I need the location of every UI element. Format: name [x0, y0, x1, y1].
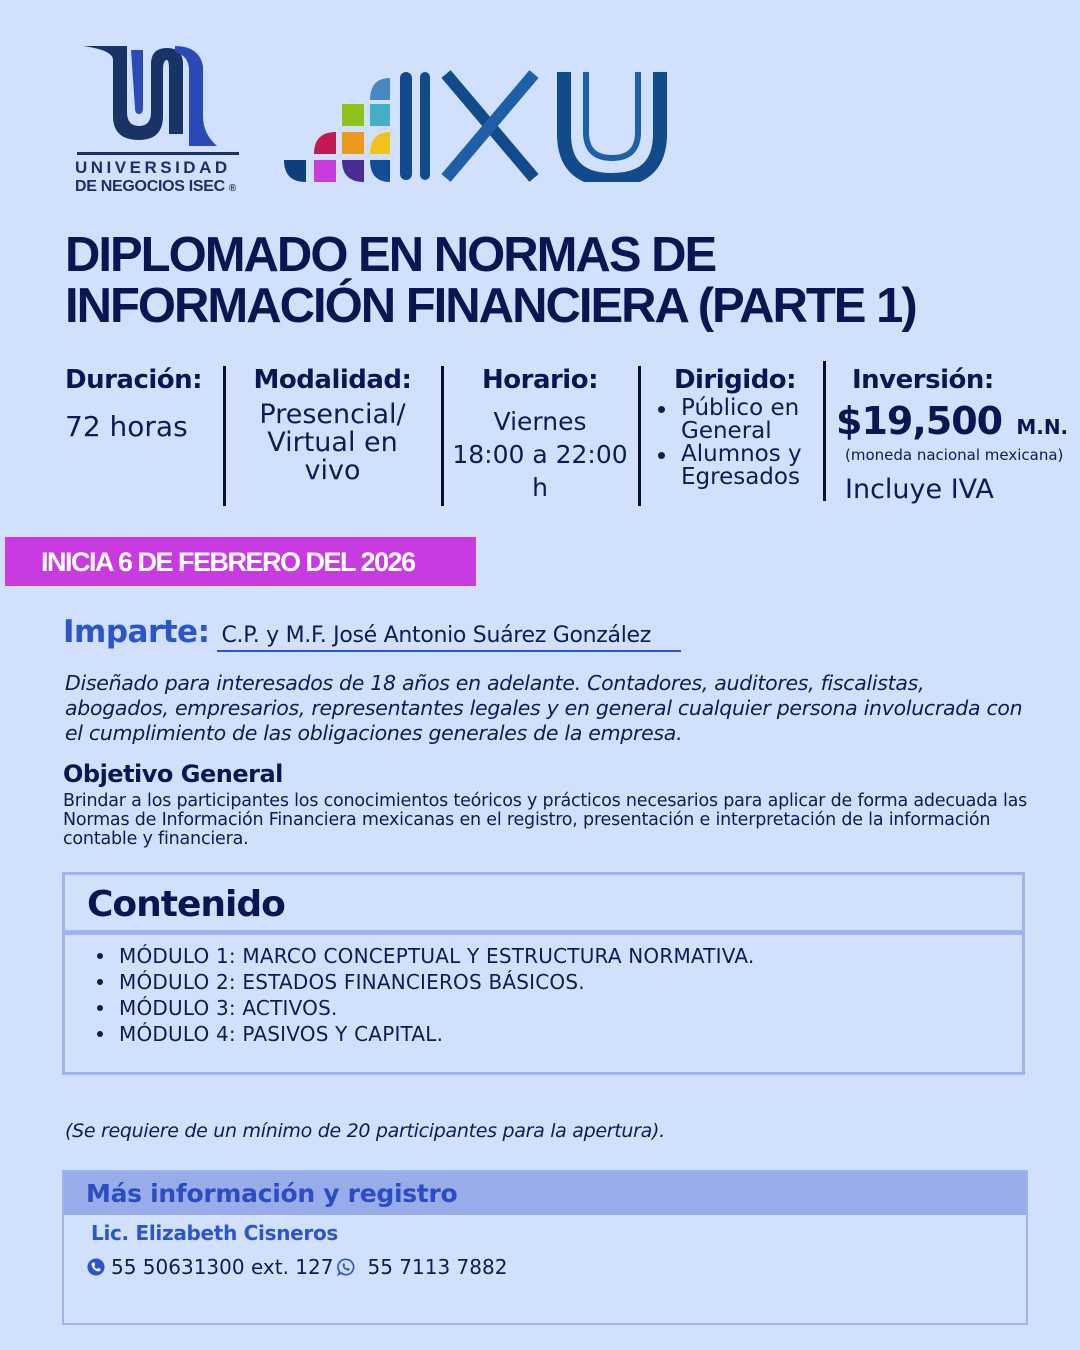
isec-name-line1: UNIVERSIDAD — [75, 158, 231, 177]
contact-title: Más información y registro — [64, 1172, 1026, 1215]
audience-item: Alumnos y Egresados — [650, 443, 820, 489]
modality-column — [240, 365, 425, 485]
phone-icon — [87, 1258, 105, 1276]
investment-label: Inversión: — [852, 365, 994, 395]
column-divider — [441, 366, 444, 506]
instructor-name: C.P. y M.F. José Antonio Suárez González — [217, 623, 681, 652]
content-title: Contenido — [65, 875, 1022, 935]
duration-label: Duración: — [65, 365, 203, 395]
objective-title: Objetivo General — [63, 760, 283, 788]
schedule-day: Viernes — [493, 407, 587, 436]
audience-item: Público en General — [650, 397, 820, 443]
modality-value: Presencial/ Virtual en vivo — [259, 399, 406, 486]
ixu-mosaic-icon — [284, 70, 394, 182]
whatsapp-phone[interactable]: 55 7113 7882 — [367, 1255, 508, 1279]
title-line1: DIPLOMADO EN NORMAS DE — [65, 228, 716, 282]
title-line2: INFORMACIÓN FINANCIERA (PARTE 1) — [65, 279, 916, 333]
office-phone[interactable]: 55 50631300 ext. 127 — [111, 1255, 334, 1279]
schedule-value — [450, 405, 630, 504]
isec-name-line2 — [75, 178, 236, 196]
logo-divider — [77, 152, 239, 155]
column-divider — [223, 366, 226, 506]
module-item: MÓDULO 3: ACTIVOS. — [97, 995, 1022, 1021]
instructor-row — [63, 614, 681, 652]
page-title — [65, 230, 1025, 332]
whatsapp-icon — [337, 1258, 355, 1276]
schedule-column — [450, 365, 630, 504]
price — [836, 399, 1076, 443]
audience-column — [650, 365, 820, 489]
contact-name: Lic. Elizabeth Cisneros — [91, 1221, 339, 1245]
price-amount: $19,500 — [836, 399, 1003, 443]
isec-monogram-icon — [79, 42, 241, 150]
module-item: MÓDULO 4: PASIVOS Y CAPITAL. — [97, 1021, 1022, 1047]
audience-label: Dirigido: — [673, 365, 797, 395]
start-date-banner: INICIA 6 DE FEBRERO DEL 2026 — [5, 537, 476, 586]
modality-label: Modalidad: — [253, 365, 412, 395]
instructor-label: Imparte: — [63, 614, 210, 650]
schedule-time: 18:00 a 22:00 h — [452, 440, 628, 502]
price-currency: M.N. — [1016, 415, 1069, 439]
audience-list — [650, 397, 820, 489]
registered-mark: ® — [228, 183, 236, 194]
currency-note: (moneda nacional mexicana) — [845, 446, 1064, 464]
duration-column — [65, 365, 210, 441]
isec-logo — [75, 40, 260, 200]
investment-column — [836, 365, 1076, 505]
column-divider — [823, 361, 826, 501]
module-item: MÓDULO 1: MARCO CONCEPTUAL Y ESTRUCTURA NORMATIVA. — [97, 943, 1022, 969]
contact-phones — [64, 1255, 1026, 1279]
objective-text: Brindar a los participantes los conocimientos teóricos y prácticos necesarios para aplicar de forma adecuada las Normas de Información Financiera mexicanas en el registro, presentación e interpretación de la información contable y financiera. — [63, 791, 1028, 849]
duration-value: 72 horas — [65, 410, 188, 443]
ixu-logo — [284, 70, 674, 185]
contact-box — [62, 1170, 1028, 1325]
audience-description: Diseñado para interesados de 18 años en adelante. Contadores, auditores, fiscalistas, abogados, empresarios, representantes legales y en general cualquier persona involucrada con el cumplimiento de las obligaciones generales de la empresa. — [65, 671, 1023, 745]
ixu-wordmark-icon — [394, 70, 674, 182]
schedule-label: Horario: — [482, 365, 598, 395]
content-box — [62, 872, 1025, 1075]
module-item: MÓDULO 2: ESTADOS FINANCIEROS BÁSICOS. — [97, 969, 1022, 995]
column-divider — [638, 366, 641, 506]
module-list — [65, 943, 1022, 1047]
tax-note: Incluye IVA — [845, 474, 994, 505]
isec-name-text: DE NEGOCIOS ISEC — [75, 178, 225, 195]
minimum-participants-note: (Se requiere de un mínimo de 20 participantes para la apertura). — [65, 1120, 665, 1142]
